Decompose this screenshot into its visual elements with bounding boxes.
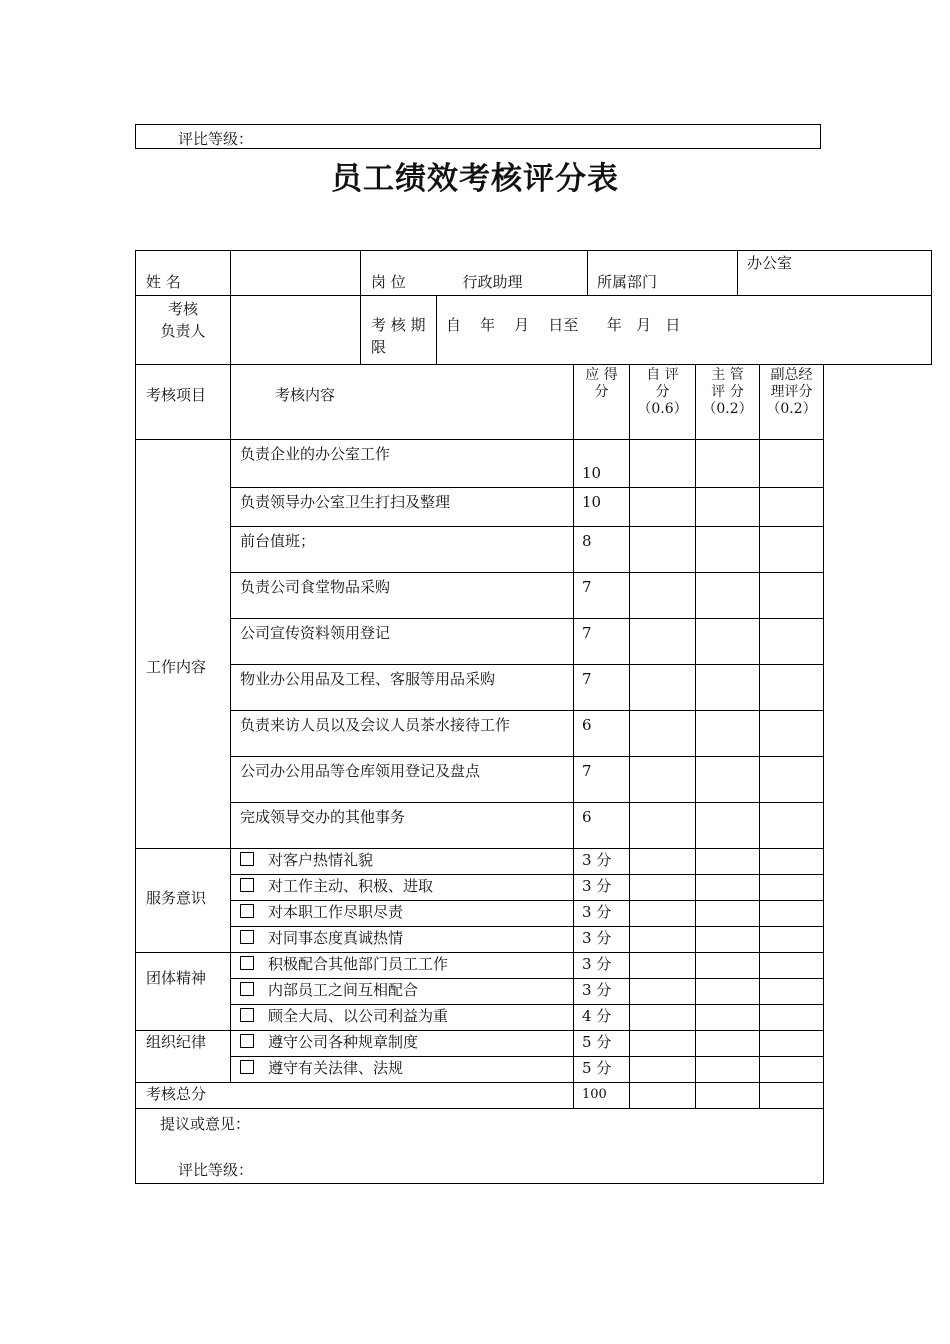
work-item-score: 10 <box>574 440 630 488</box>
checkbox[interactable] <box>240 1060 254 1074</box>
team-item <box>231 979 574 1005</box>
reviewer-label <box>136 296 231 365</box>
vp-score-cell[interactable] <box>760 875 824 901</box>
checkbox[interactable] <box>240 852 254 866</box>
work-row <box>136 711 824 757</box>
vp-score-cell[interactable] <box>760 1031 824 1057</box>
self-score-cell[interactable] <box>630 849 696 875</box>
manager-score-cell[interactable] <box>696 1083 760 1109</box>
vp-score-cell[interactable] <box>760 573 824 619</box>
self-score-cell[interactable] <box>630 1083 696 1109</box>
work-item-text: 物业办公用品及工程、客服等用品采购 <box>231 665 574 711</box>
manager-score-cell[interactable] <box>696 1005 760 1031</box>
period-label-line1: 考 核 期 <box>371 316 426 334</box>
self-score-cell[interactable] <box>630 488 696 527</box>
suggestion-cell[interactable] <box>136 1109 824 1184</box>
vp-score-cell[interactable] <box>760 665 824 711</box>
vp-score-cell[interactable] <box>760 849 824 875</box>
work-item-score: 8 <box>574 527 630 573</box>
period-label <box>361 296 437 365</box>
vp-score-cell[interactable] <box>760 440 824 488</box>
header-self-text3: （0.6） <box>637 400 688 417</box>
post-label: 岗 位 <box>361 251 437 296</box>
work-row <box>136 527 824 573</box>
reviewer-label-line2: 负责人 <box>160 322 206 340</box>
manager-score-cell[interactable] <box>696 1057 760 1083</box>
self-score-cell[interactable] <box>630 619 696 665</box>
service-row <box>136 849 824 875</box>
work-row <box>136 488 824 527</box>
name-label: 姓 名 <box>136 251 231 296</box>
self-score-cell[interactable] <box>630 573 696 619</box>
service-item-score: 3 分 <box>574 849 630 875</box>
checkbox[interactable] <box>240 930 254 944</box>
self-score-cell[interactable] <box>630 875 696 901</box>
self-score-cell[interactable] <box>630 1057 696 1083</box>
vp-score-cell[interactable] <box>760 979 824 1005</box>
work-item-score: 7 <box>574 573 630 619</box>
team-row <box>136 953 824 979</box>
total-label: 考核总分 <box>136 1083 574 1109</box>
vp-score-cell[interactable] <box>760 953 824 979</box>
service-item-score: 3 分 <box>574 901 630 927</box>
vp-score-cell[interactable] <box>760 1005 824 1031</box>
checkbox[interactable] <box>240 904 254 918</box>
checkbox[interactable] <box>240 1034 254 1048</box>
suggestion-row <box>136 1109 824 1184</box>
service-item <box>231 901 574 927</box>
header-mgr-text3: （0.2） <box>702 400 753 417</box>
period-label-line2: 限 <box>371 338 387 356</box>
manager-score-cell[interactable] <box>696 803 760 849</box>
team-item-text: 顾全大局、以公司利益为重 <box>268 1007 449 1025</box>
work-item-score: 7 <box>574 619 630 665</box>
manager-score-cell[interactable] <box>696 875 760 901</box>
discipline-item-score: 5 分 <box>574 1031 630 1057</box>
self-score-cell[interactable] <box>630 901 696 927</box>
header-vp-text1: 副总经 <box>770 367 813 383</box>
checkbox[interactable] <box>240 1008 254 1022</box>
work-section-label: 工作内容 <box>136 440 231 849</box>
team-item <box>231 1005 574 1031</box>
self-score-cell[interactable] <box>630 1031 696 1057</box>
info-row-2 <box>136 296 932 365</box>
work-row <box>136 440 824 488</box>
header-max-text2: 分 <box>594 383 609 400</box>
team-row <box>136 1005 824 1031</box>
dept-label: 所属部门 <box>588 251 738 296</box>
header-self-score-cell <box>630 365 696 440</box>
reviewer-label-line1: 考核 <box>167 300 198 318</box>
header-self-text1: 自 评 <box>646 367 679 383</box>
header-vp-text3: （0.2） <box>766 400 817 417</box>
service-item-text: 对本职工作尽职尽责 <box>268 903 404 921</box>
discipline-item-text: 遵守有关法律、法规 <box>268 1059 404 1077</box>
header-mgr-text1: 主 管 <box>711 367 744 383</box>
work-item-text: 公司办公用品等仓库领用登记及盘点 <box>231 757 574 803</box>
service-item-text: 对工作主动、积极、进取 <box>268 877 434 895</box>
work-item-text: 完成领导交办的其他事务 <box>231 803 574 849</box>
self-score-cell[interactable] <box>630 803 696 849</box>
work-row <box>136 665 824 711</box>
manager-score-cell[interactable] <box>696 440 760 488</box>
self-score-cell[interactable] <box>630 927 696 953</box>
work-row <box>136 619 824 665</box>
header-max-score-cell <box>574 365 630 440</box>
manager-score-cell[interactable] <box>696 849 760 875</box>
self-score-cell[interactable] <box>630 953 696 979</box>
vp-score-cell[interactable] <box>760 619 824 665</box>
self-score-cell[interactable] <box>630 711 696 757</box>
vp-score-cell[interactable] <box>760 803 824 849</box>
manager-score-cell[interactable] <box>696 901 760 927</box>
manager-score-cell[interactable] <box>696 665 760 711</box>
top-rating-box <box>135 124 821 149</box>
service-item-text: 对同事态度真诚热情 <box>268 929 404 947</box>
header-self-text2: 分 <box>655 383 670 400</box>
period-value[interactable]: 自 年 月 日至 年 月 日 <box>437 296 932 365</box>
manager-score-cell[interactable] <box>696 711 760 757</box>
work-item-text: 负责来访人员以及会议人员茶水接待工作 <box>231 711 574 757</box>
header-manager-score-cell <box>696 365 760 440</box>
dept-value: 办公室 <box>738 251 932 296</box>
reviewer-field[interactable] <box>231 296 361 365</box>
checkbox[interactable] <box>240 878 254 892</box>
work-item-score: 7 <box>574 757 630 803</box>
work-item-score: 6 <box>574 803 630 849</box>
self-score-cell[interactable] <box>630 979 696 1005</box>
service-item-text: 对客户热情礼貌 <box>268 851 374 869</box>
work-item-score: 7 <box>574 665 630 711</box>
manager-score-cell[interactable] <box>696 953 760 979</box>
discipline-row <box>136 1031 824 1057</box>
evaluation-table <box>135 250 932 365</box>
work-item-text: 前台值班； <box>231 527 574 573</box>
self-score-cell[interactable] <box>630 527 696 573</box>
header-max-text1: 应 得 <box>585 367 618 383</box>
manager-score-cell[interactable] <box>696 488 760 527</box>
team-item-text: 内部员工之间互相配合 <box>268 981 419 999</box>
service-item-score: 3 分 <box>574 927 630 953</box>
name-field[interactable] <box>231 251 361 296</box>
work-item-text: 公司宣传资料领用登记 <box>231 619 574 665</box>
work-row <box>136 573 824 619</box>
work-item-text: 负责领导办公室卫生打扫及整理 <box>231 488 574 527</box>
bottom-rating-label: 评比等级： <box>178 1161 254 1179</box>
total-value: 100 <box>574 1083 630 1109</box>
vp-score-cell[interactable] <box>760 901 824 927</box>
manager-score-cell[interactable] <box>696 927 760 953</box>
service-item <box>231 849 574 875</box>
work-item-score: 6 <box>574 711 630 757</box>
service-item-score: 3 分 <box>574 875 630 901</box>
service-item <box>231 927 574 953</box>
vp-score-cell[interactable] <box>760 527 824 573</box>
service-row <box>136 875 824 901</box>
total-row <box>136 1083 824 1109</box>
team-row <box>136 979 824 1005</box>
manager-score-cell[interactable] <box>696 757 760 803</box>
checkbox[interactable] <box>240 982 254 996</box>
vp-score-cell[interactable] <box>760 757 824 803</box>
work-item-text: 负责企业的办公室工作 <box>231 440 574 488</box>
manager-score-cell[interactable] <box>696 619 760 665</box>
suggestion-label: 提议或意见： <box>160 1115 251 1133</box>
manager-score-cell[interactable] <box>696 573 760 619</box>
service-section-label: 服务意识 <box>136 849 231 953</box>
vp-score-cell[interactable] <box>760 1083 824 1109</box>
vp-score-cell[interactable] <box>760 1057 824 1083</box>
header-content-label: 考核内容 <box>231 365 574 440</box>
header-vp-score-cell <box>760 365 824 440</box>
discipline-item-score: 5 分 <box>574 1057 630 1083</box>
discipline-section-label: 组织纪律 <box>136 1031 231 1083</box>
work-row <box>136 757 824 803</box>
discipline-item <box>231 1031 574 1057</box>
self-score-cell[interactable] <box>630 665 696 711</box>
self-score-cell[interactable] <box>630 757 696 803</box>
top-rating-label: 评比等级： <box>178 130 254 148</box>
team-item-text: 积极配合其他部门员工工作 <box>268 955 449 973</box>
manager-score-cell[interactable] <box>696 979 760 1005</box>
info-row-1 <box>136 251 932 296</box>
header-mgr-text2: 评 分 <box>711 383 744 400</box>
post-value: 行政助理 <box>437 251 588 296</box>
self-score-cell[interactable] <box>630 1005 696 1031</box>
header-item-label: 考核项目 <box>136 365 231 440</box>
team-item-score: 3 分 <box>574 979 630 1005</box>
service-row <box>136 927 824 953</box>
manager-score-cell[interactable] <box>696 1031 760 1057</box>
team-section-label: 团体精神 <box>136 953 231 1031</box>
team-item <box>231 953 574 979</box>
score-table <box>135 364 824 1184</box>
service-item <box>231 875 574 901</box>
service-row <box>136 901 824 927</box>
header-row-clean <box>136 365 824 440</box>
team-item-score: 4 分 <box>574 1005 630 1031</box>
self-score-cell[interactable] <box>630 440 696 488</box>
discipline-item-text: 遵守公司各种规章制度 <box>268 1033 419 1051</box>
header-vp-text2: 理评分 <box>770 383 813 400</box>
vp-score-cell[interactable] <box>760 488 824 527</box>
checkbox[interactable] <box>240 956 254 970</box>
work-item-score: 10 <box>574 488 630 527</box>
vp-score-cell[interactable] <box>760 711 824 757</box>
form-title: 员工绩效考核评分表 <box>331 161 619 197</box>
manager-score-cell[interactable] <box>696 527 760 573</box>
work-row <box>136 803 824 849</box>
work-item-text: 负责公司食堂物品采购 <box>231 573 574 619</box>
discipline-item <box>231 1057 574 1083</box>
vp-score-cell[interactable] <box>760 927 824 953</box>
discipline-row <box>136 1057 824 1083</box>
team-item-score: 3 分 <box>574 953 630 979</box>
